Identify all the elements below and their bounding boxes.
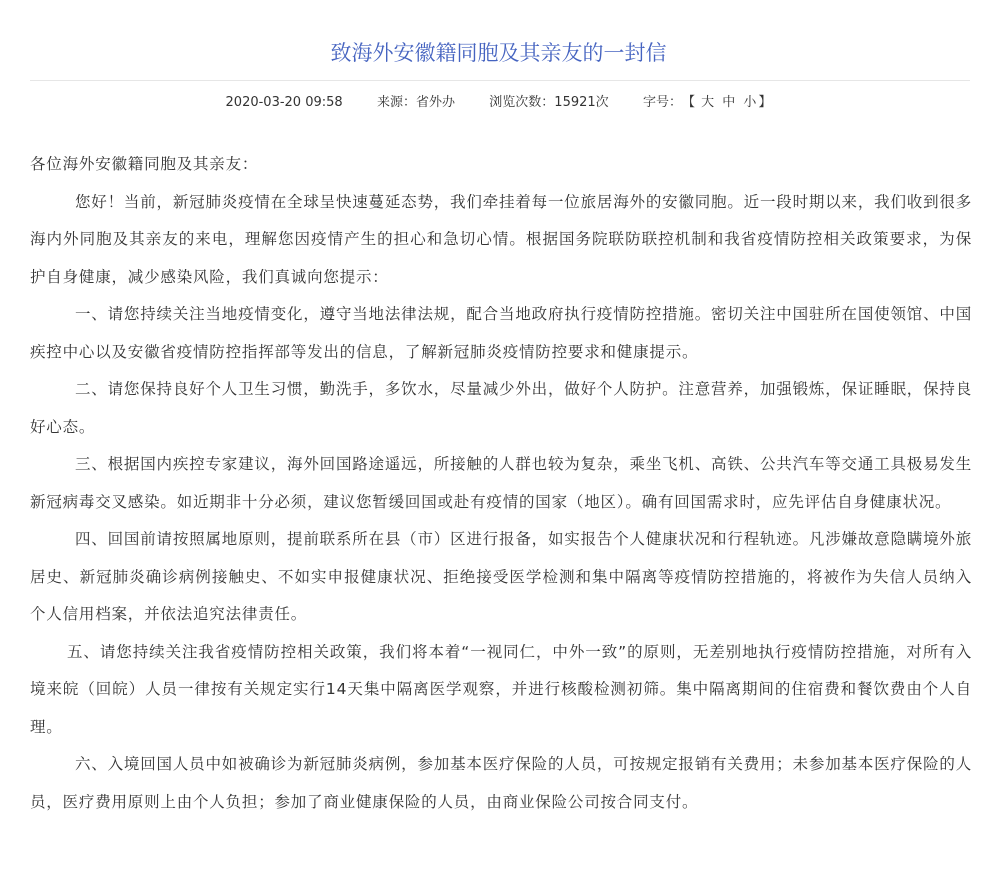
paragraph-item-1: 一、请您持续关注当地疫情变化，遵守当地法律法规，配合当地政府执行疫情防控措施。密切关注中国驻所在国使领馆、中国疾控中心以及安徽省疫情防控指挥部等发出的信息，了解新冠肺炎疫情防控要求和健康提示。 [30, 305, 972, 361]
font-size-label: 字号： [642, 95, 682, 110]
article-body [30, 146, 972, 821]
bracket-close: 】 [758, 95, 772, 110]
title-divider [30, 80, 970, 81]
font-size-medium-button[interactable]: 中 [722, 95, 736, 110]
article-meta [0, 92, 997, 114]
paragraph-item-5: 五、请您持续关注我省疫情防控相关政策，我们将本着“一视同仁，中外一致”的原则，无差别地执行疫情防控措施，对所有入境来皖（回皖）人员一律按有关规定实行14天集中隔离医学观察，并进行核酸检测初筛。集中隔离期间的住宿费和餐饮费由个人自理。 [30, 642, 972, 736]
source-label: 来源： [376, 95, 416, 110]
font-size-small-button[interactable]: 小 [743, 95, 757, 110]
paragraph-intro: 您好！当前，新冠肺炎疫情在全球呈快速蔓延态势，我们牵挂着每一位旅居海外的安徽同胞。近一段时期以来，我们收到很多海内外同胞及其亲友的来电，理解您因疫情产生的担心和急切心情。根据国务院联防联控机制和我省疫情防控相关政策要求，为保护自身健康，减少感染风险，我们真诚向您提示： [30, 192, 972, 286]
paragraph-item-6: 六、入境回国人员中如被确诊为新冠肺炎病例，参加基本医疗保险的人员，可按规定报销有关费用；未参加基本医疗保险的人员，医疗费用原则上由个人负担；参加了商业健康保险的人员，由商业保险公司按合同支付。 [30, 755, 972, 811]
article-title: 致海外安徽籍同胞及其亲友的一封信 [330, 41, 667, 65]
source-value: 省外办 [415, 95, 455, 110]
salutation: 各位海外安徽籍同胞及其亲友： [30, 155, 259, 173]
paragraph-item-3: 三、根据国内疾控专家建议，海外回国路途遥远，所接触的人群也较为复杂，乘坐飞机、高铁、公共汽车等交通工具极易发生新冠病毒交叉感染。如近期非十分必须，建议您暂缓回国或赴有疫情的国家（地区）。确有回国需求时，应先评估自身健康状况。 [30, 455, 972, 511]
paragraph-item-2: 二、请您保持良好个人卫生习惯，勤洗手，多饮水，尽量减少外出，做好个人防护。注意营养，加强锻炼，保证睡眠，保持良好心态。 [30, 380, 972, 436]
bracket-open: 【 [681, 95, 695, 110]
font-size-large-button[interactable]: 大 [701, 95, 715, 110]
views-label: 浏览次数： [489, 95, 555, 110]
publish-date: 2020-03-20 09:58 [225, 95, 343, 110]
views-count: 15921次 [554, 95, 609, 110]
paragraph-item-4: 四、回国前请按照属地原则，提前联系所在县（市）区进行报备，如实报告个人健康状况和行程轨迹。凡涉嫌故意隐瞒境外旅居史、新冠肺炎确诊病例接触史、不如实申报健康状况、拒绝接受医学检测和集中隔离等疫情防控措施的，将被作为失信人员纳入个人信用档案，并依法追究法律责任。 [30, 530, 972, 623]
